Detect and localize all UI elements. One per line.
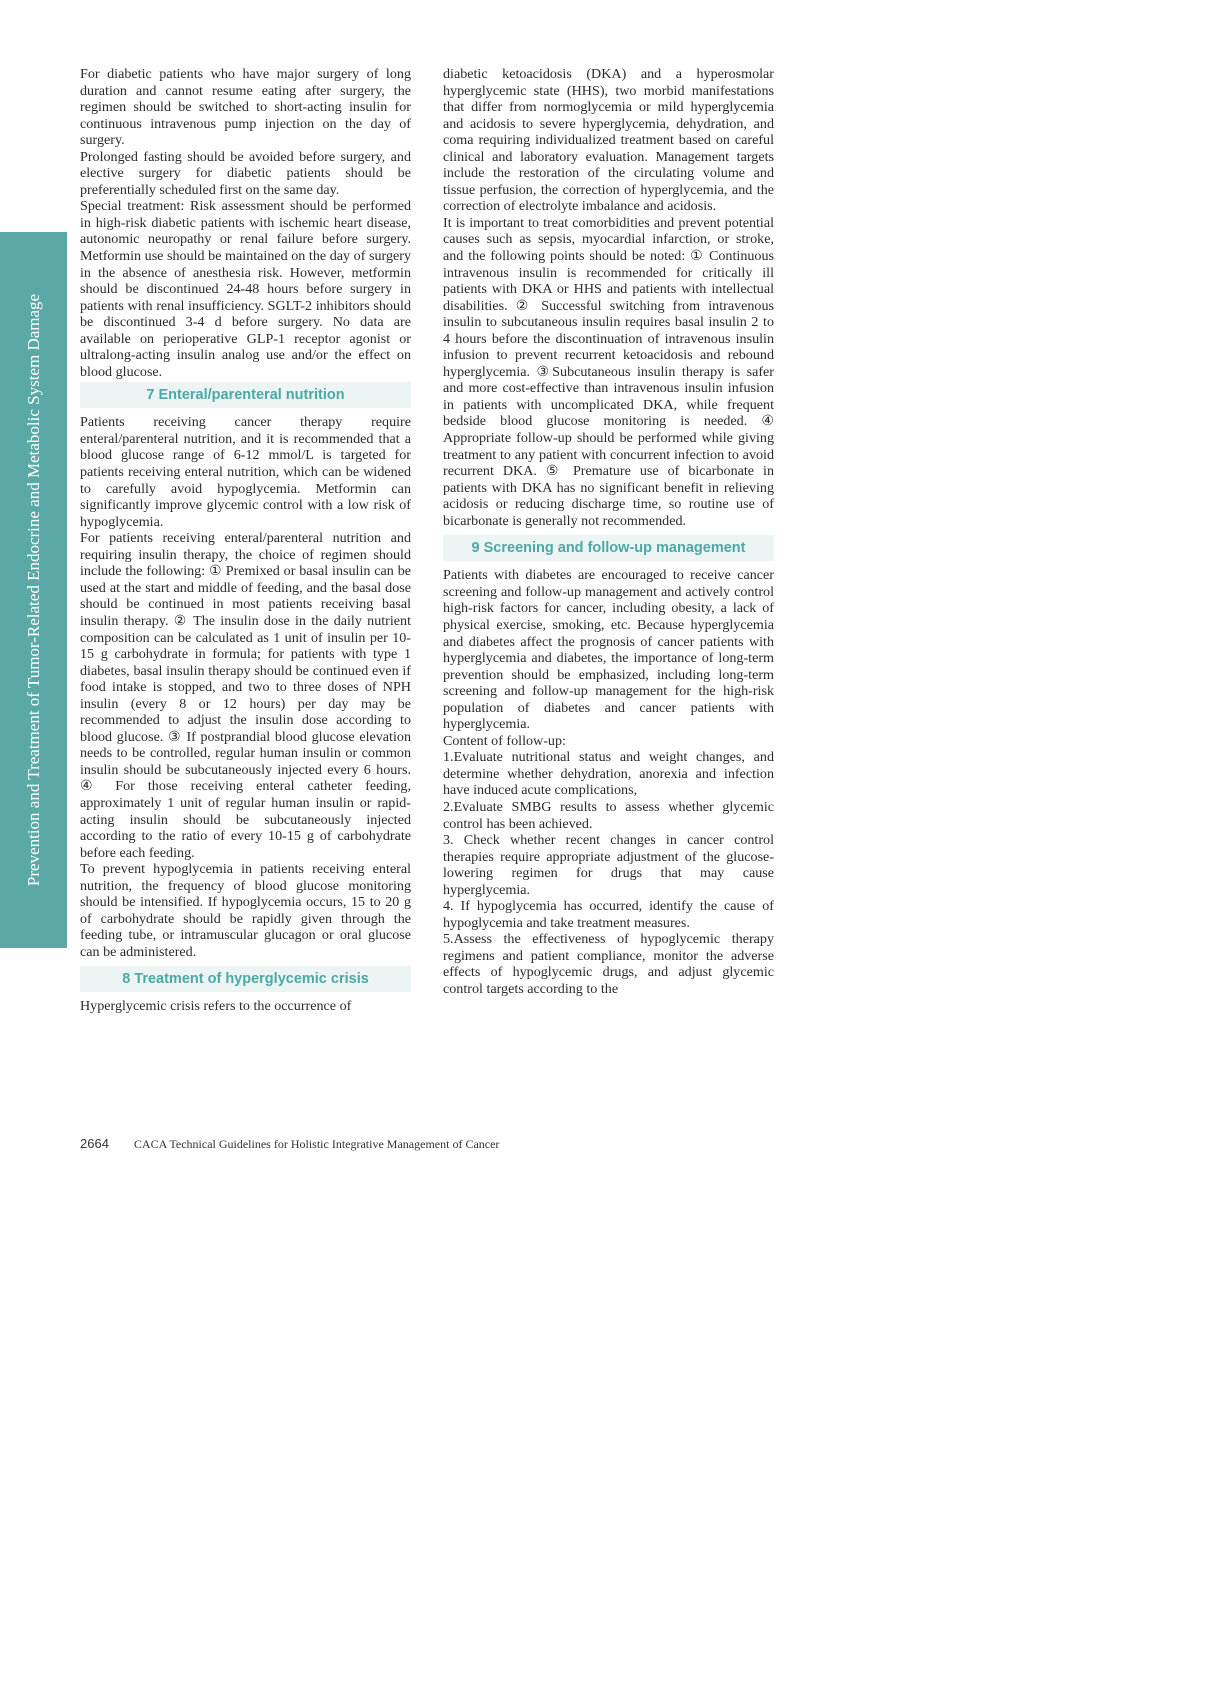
list-item: 4. If hypoglycemia has occurred, identify the cause of hypoglycemia and take treatment measures.	[443, 898, 774, 931]
page-number: 2664	[80, 1136, 109, 1151]
left-column	[80, 66, 411, 1015]
list-item: 5.Assess the effectiveness of hypoglycemic therapy regimens and patient compliance, monitor the adverse effects of hypoglycemic drugs, and adjust glycemic control targets according to the	[443, 931, 774, 997]
list-item: 2.Evaluate SMBG results to assess whether glycemic control has been achieved.	[443, 798, 774, 832]
paragraph: diabetic ketoacidosis (DKA) and a hyperosmolar hyperglycemic state (HHS), two morbid manifestations that differ from normoglycemia or mild hyperglycemia and acidosis to severe hyperglycemia, dehydration, and coma requiring individualized treatment based on careful clinical and laboratory evaluation. Management targets include the restoration of the circulating volume and tissue perfusion, the correction of hyperglycemia, and the correction of electrolyte imbalance and acidosis.	[443, 66, 774, 215]
paragraph: It is important to treat comorbidities and prevent potential causes such as sepsis, myocardial infarction, or stroke, and the following points should be noted: ① Continuous intravenous insulin is recommended for critically ill patients with DKA or HHS and patients with intellectual disabilities. ② Successful switching from intravenous insulin to subcutaneous insulin requires basal insulin 2 to 4 hours before the discontinuation of intravenous insulin infusion to prevent recurrent ketoacidosis and rebound hyperglycemia. ③Subcutaneous insulin therapy is safer and more cost-effective than intravenous insulin infusion in patients with uncomplicated DKA, while frequent bedside blood glucose monitoring is needed. ④ Appropriate follow-up should be performed while giving treatment to any patient with concurrent infection to avoid recurrent DKA. ⑤ Premature use of bicarbonate in patients with DKA has no significant benefit in relieving acidosis or reducing discharge time, so routine use of bicarbonate is generally not recommended.	[443, 214, 774, 529]
side-section-title: Prevention and Treatment of Tumor-Related Endocrine and Metabolic System Damage	[23, 293, 43, 887]
list-item: 3. Check whether recent changes in cancer control therapies require appropriate adjustment of the glucose-lowering regimen for drugs that may cause hyperglycemia.	[443, 832, 774, 898]
paragraph: Content of follow-up:	[443, 732, 566, 749]
side-section-tab	[0, 232, 67, 948]
paragraph: Prolonged fasting should be avoided before surgery, and elective surgery for diabetic patients should be preferentially scheduled first on the same day.	[80, 148, 411, 198]
list-item: 1.Evaluate nutritional status and weight changes, and determine whether dehydration, anorexia and infection have induced acute complications,	[443, 749, 774, 799]
paragraph: Patients receiving cancer therapy require enteral/parenteral nutrition, and it is recommended that a blood glucose range of 6-12 mmol/L is targeted for patients receiving enteral nutrition, which can be widened to carefully avoid hypoglycemia. Metformin can significantly improve glycemic control with a low risk of hypoglycemia.	[80, 414, 411, 530]
paragraph: Hyperglycemic crisis refers to the occurrence of	[80, 998, 352, 1015]
paragraph: Special treatment: Risk assessment should be performed in high-risk diabetic patients with ischemic heart disease, autonomic neuropathy or renal failure before surgery. Metformin use should be maintained on the day of surgery in the absence of anesthesia risk. However, metformin should be discontinued 24-48 hours before surgery in patients with renal insufficiency. SGLT-2 inhibitors should be discontinued 3-4 d before surgery. No data are available on perioperative GLP-1 receptor agonist or ultralong-acting insulin analog use and/or the effect on blood glucose.	[80, 198, 411, 380]
paragraph: Patients with diabetes are encouraged to receive cancer screening and follow-up management and actively control high-risk factors for cancer, including obesity, a lack of physical exercise, smoking, etc. Because hyperglycemia and diabetes affect the prognosis of cancer patients with hyperglycemia and diabetes, the importance of long-term prevention should be emphasized, including long-term screening and follow-up management for the high-risk population of diabetes and cancer patients with hyperglycemia.	[443, 567, 774, 733]
right-column	[443, 66, 774, 998]
page-footer	[80, 1136, 499, 1152]
paragraph: For patients receiving enteral/parenteral nutrition and requiring insulin therapy, the choice of regimen should include the following: ① Premixed or basal insulin can be used at the start and middle of feeding, and the basal dose should be continued in most patients receiving basal insulin therapy. ② The insulin dose in the daily nutrient composition can be calculated as 1 unit of insulin per 10-15 g carbohydrate in formula; for patients with type 1 diabetes, basal insulin therapy should be continued even if food intake is stopped, and two to three doses of NPH insulin (every 8 or 12 hours) per day may be recommended to adjust the insulin dose according to blood glucose. ③ If postprandial blood glucose elevation needs to be controlled, regular human insulin or common insulin should be subcutaneously injected every 6 hours. ④ For those receiving enteral catheter feeding, approximately 1 unit of regular human insulin or rapid-acting insulin should be subcutaneously injected according to the ratio of every 10-15 g of carbohydrate before each feeding.	[80, 530, 411, 861]
paragraph: To prevent hypoglycemia in patients receiving enteral nutrition, the frequency of blood glucose monitoring should be intensified. If hypoglycemia occurs, 15 to 20 g of carbohydrate should be rapidly given through the feeding tube, or intramuscular glucagon or oral glucose can be administered.	[80, 861, 411, 960]
section-heading-8: 8 Treatment of hyperglycemic crisis	[80, 966, 411, 992]
section-heading-9: 9 Screening and follow-up management	[443, 535, 774, 561]
journal-title: CACA Technical Guidelines for Holistic Integrative Management of Cancer	[133, 1137, 500, 1151]
paragraph: For diabetic patients who have major surgery of long duration and cannot resume eating after surgery, the regimen should be switched to short-acting insulin for continuous intravenous pump injection on the day of surgery.	[80, 66, 411, 149]
section-heading-7: 7 Enteral/parenteral nutrition	[80, 382, 411, 408]
